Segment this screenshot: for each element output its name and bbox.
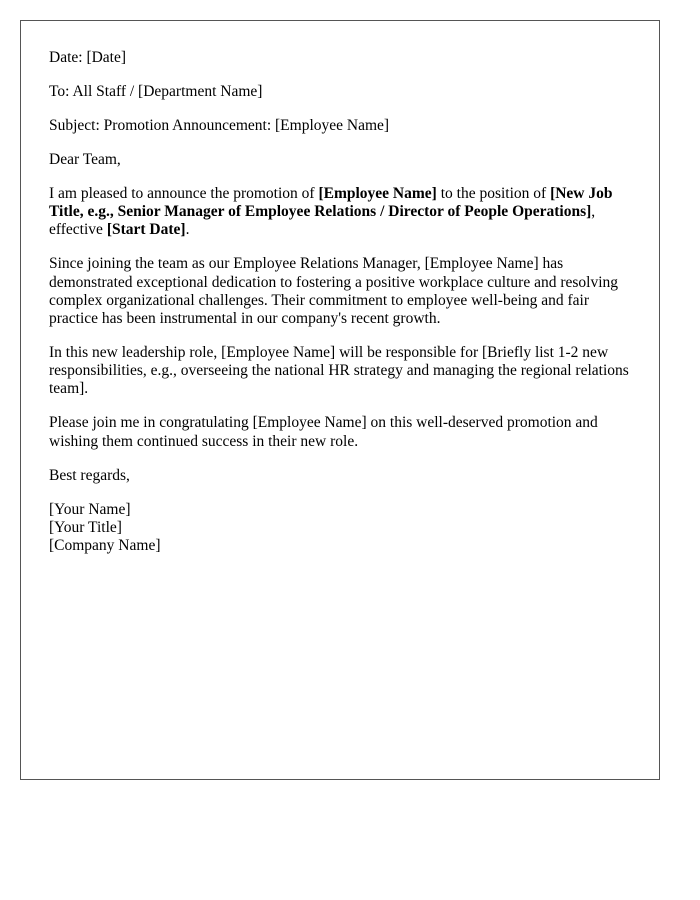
signature-company: [Company Name]: [49, 537, 161, 555]
announcement-text-3: , effective: [49, 203, 596, 239]
announcement-paragraph: [49, 185, 639, 240]
signature-name: [Your Name]: [49, 500, 131, 518]
letter-page: [20, 20, 660, 780]
signature-block: [49, 501, 639, 556]
signature-title: [Your Title]: [49, 518, 122, 536]
new-job-title-placeholder: [New Job Title, e.g., Senior Manager of Employee Relations / Director of People Operations]: [49, 185, 613, 221]
employee-name-placeholder: [Employee Name]: [318, 185, 437, 202]
congratulations-paragraph: Please join me in congratulating [Employee Name] on this well-deserved promotion and wishing them continued success in their new role.: [49, 414, 598, 450]
background-paragraph: Since joining the team as our Employee Relations Manager, [Employee Name] has demonstrated exceptional dedication to fostering a positive workplace culture and resolving complex organizational challenges. Their commitment to employee well-being and fair practice has been instrumental in our company's recent growth.: [49, 255, 619, 328]
responsibilities-paragraph: In this new leadership role, [Employee Name] will be responsible for [Briefly list 1-2 new responsibilities, e.g., overseeing the national HR strategy and managing the regional relations team].: [49, 344, 629, 398]
closing: Best regards,: [49, 466, 130, 484]
announcement-text-4: .: [185, 221, 190, 239]
announcement-text-2: to the position of: [436, 185, 551, 202]
start-date-placeholder: [Start Date]: [106, 221, 186, 239]
announcement-text-1: I am pleased to announce the promotion of: [49, 185, 319, 202]
subject-line: Subject: Promotion Announcement: [Employee Name]: [49, 117, 390, 134]
recipient-line: To: All Staff / [Department Name]: [49, 83, 263, 100]
salutation: Dear Team,: [49, 151, 121, 168]
date-line: Date: [Date]: [49, 49, 127, 66]
letter-body: [49, 49, 639, 571]
